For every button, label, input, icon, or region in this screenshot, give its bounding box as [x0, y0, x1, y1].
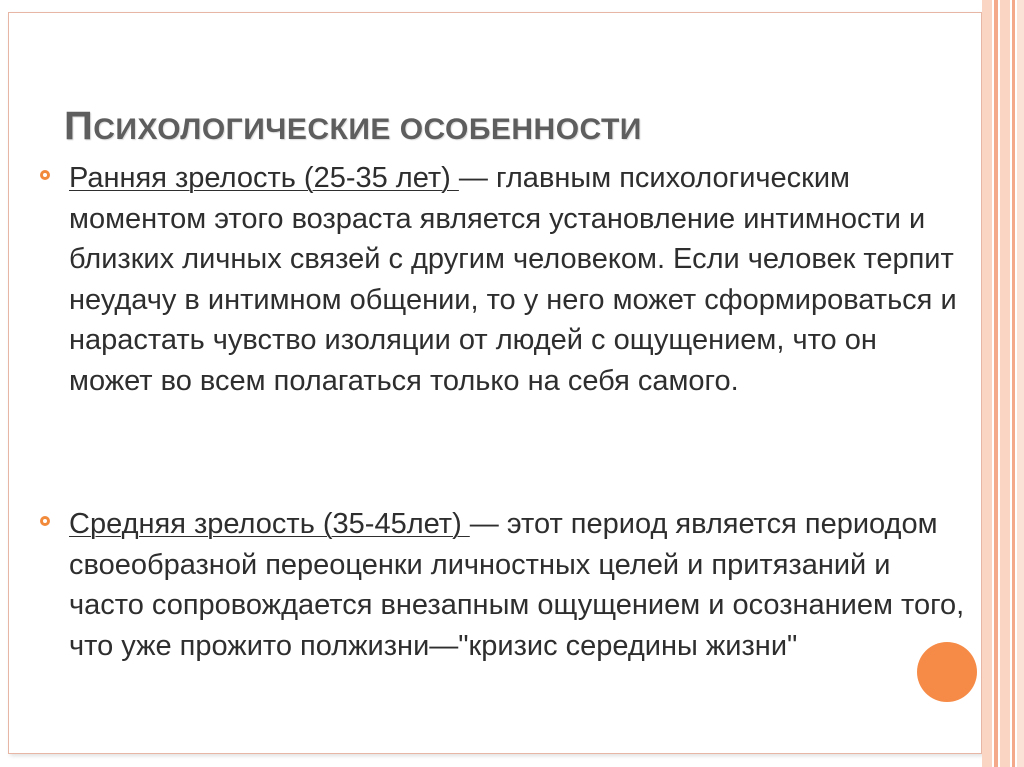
stripe	[994, 0, 998, 767]
title-first-letter: П	[64, 104, 94, 148]
bullet-term: Ранняя зрелость (25-35 лет)	[69, 162, 459, 194]
bullet-description: — этот период является периодом своеобразной переоценки личностных целей и притязаний и часто сопровождается внезапным ощущением и осознанием того, что уже прожито полжизни—"кризис середины жизни"	[69, 508, 965, 662]
bullet-text	[36, 158, 966, 401]
decorative-stripes	[982, 0, 1024, 767]
decorative-orange-circle	[917, 642, 977, 702]
stripe	[1017, 0, 1024, 767]
bullet-text	[36, 504, 966, 666]
bullet-middle-maturity	[36, 504, 966, 666]
bullet-description: — главным психологическим моментом этого возраста является установление интимности и близких личных связей с другим человеком. Если человек терпит неудачу в интимном общении, то у него может сформироваться и нарастать чувство изоляции от людей с ощущением, что он может во всем полагаться только на себя самого.	[69, 162, 957, 397]
slide-title	[64, 104, 642, 149]
stripe	[982, 0, 992, 767]
title-rest: СИХОЛОГИЧЕСКИЕ ОСОБЕННОСТИ	[93, 113, 642, 146]
bullet-term: Средняя зрелость (35-45лет)	[69, 508, 470, 540]
stripe	[1012, 0, 1015, 767]
bullet-early-maturity	[36, 158, 966, 401]
orange-ring-bullet-icon	[40, 516, 50, 526]
orange-ring-bullet-icon	[40, 170, 50, 180]
stripe	[1000, 0, 1010, 767]
